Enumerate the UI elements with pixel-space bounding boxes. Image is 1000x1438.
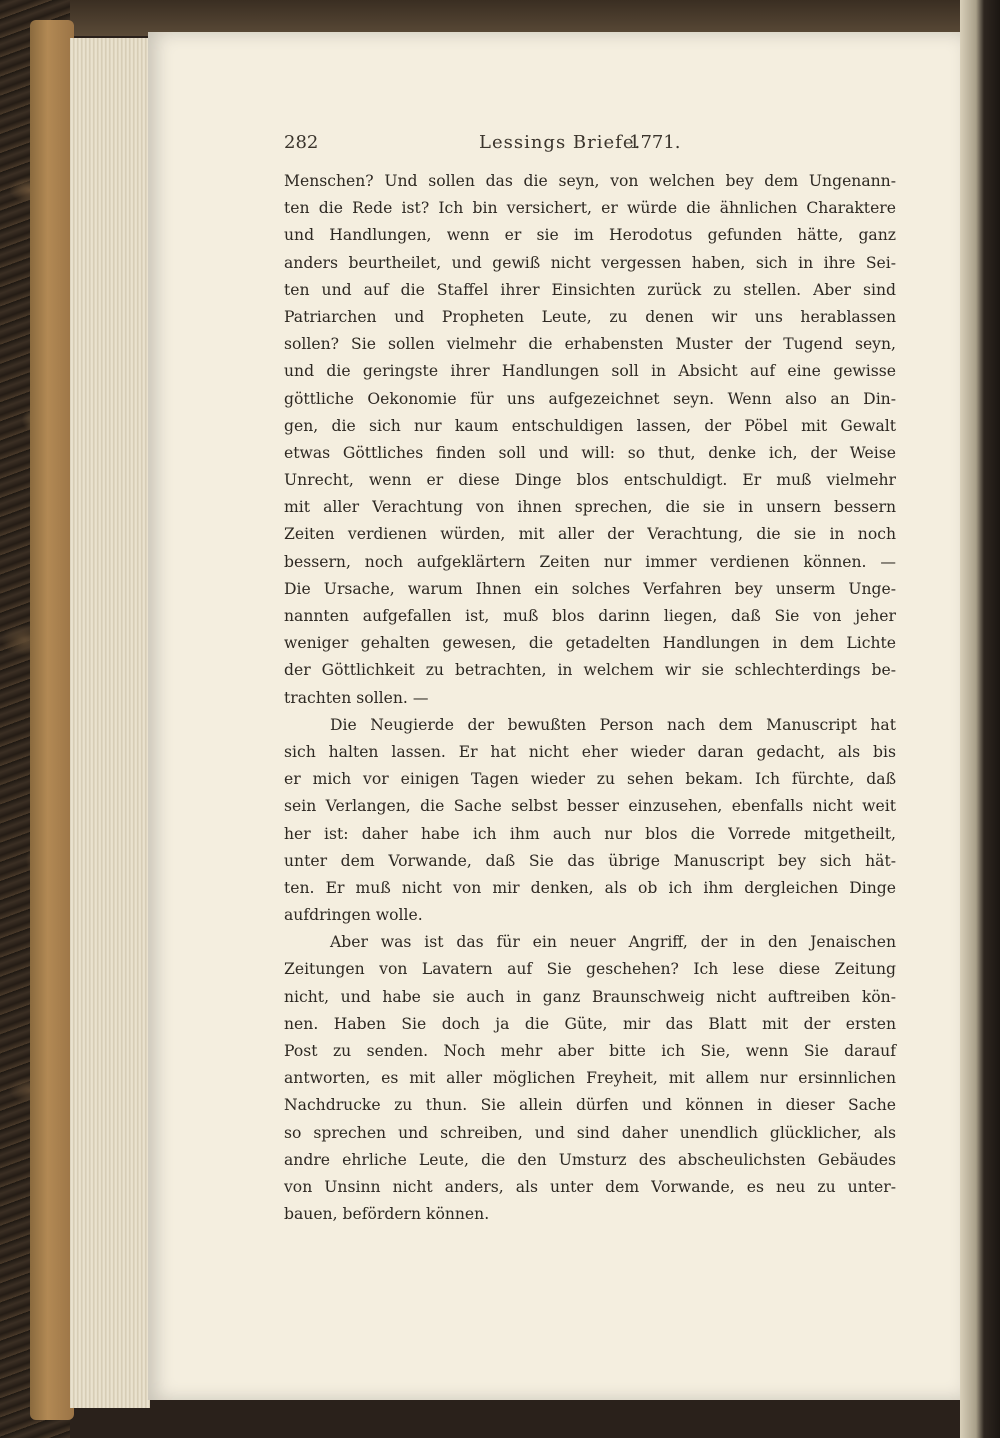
text-line: so sprechen und schreiben, und sind daher unendlich glücklicher, als [284, 1123, 896, 1142]
text-line: nen. Haben Sie doch ja die Güte, mir das Blatt mit der ersten [284, 1014, 896, 1033]
text-line: etwas Göttliches finden soll und will: so thut, denke ich, der Weise [284, 443, 896, 462]
text-line: Nachdrucke zu thun. Sie allein dürfen und können in dieser Sache [284, 1096, 896, 1115]
text-line: bauen, befördern können. [284, 1205, 490, 1224]
text-line: Unrecht, wenn er diese Dinge blos entschuldigt. Er muß vielmehr [284, 471, 896, 490]
text-line: nannten aufgefallen ist, muß blos darinn liegen, daß Sie von jeher [284, 607, 896, 625]
book-right-edge [960, 0, 1000, 1438]
text-line: von Unsinn nicht anders, als unter dem Vorwande, es neu zu unter- [284, 1177, 896, 1196]
text-line: ten und auf die Staffel ihrer Einsichten zurück zu stellen. Aber sind [284, 280, 896, 299]
text-line: und Handlungen, wenn er sie im Herodotus gefunden hätte, ganz [284, 226, 896, 245]
text-line: andre ehrliche Leute, die den Umsturz des abscheulichsten Gebäudes [284, 1150, 896, 1169]
text-line: Post zu senden. Noch mehr aber bitte ich Sie, wenn Sie darauf [284, 1042, 896, 1060]
text-line: gen, die sich nur kaum entschuldigen lassen, der Pöbel mit Gewalt [284, 416, 896, 435]
text-line: anders beurtheilet, und gewiß nicht vergessen haben, sich in ihre Sei- [284, 253, 896, 272]
book-top-edge [0, 0, 1000, 36]
text-line: trachten sollen. — [284, 688, 429, 707]
text-line: Zeitungen von Lavatern auf Sie geschehen? Ich lese diese Zeitung [284, 960, 896, 979]
text-line: der Göttlichkeit zu betrachten, in welchem wir sie schlechterdings be- [284, 661, 896, 680]
text-line: mit aller Verachtung von ihnen sprechen, die sie in unsern bessern [284, 498, 896, 517]
text-line: her ist: daher habe ich ihm auch nur blos die Vorrede mitgetheilt, [284, 824, 896, 843]
text-line: Zeiten verdienen würden, mit aller der Verachtung, die sie in noch [284, 525, 896, 544]
text-line: weniger gehalten gewesen, die getadelten Handlungen in dem Lichte [284, 634, 896, 653]
text-line: bessern, noch aufgeklärtern Zeiten nur immer verdienen können. — [284, 552, 896, 571]
page-stack [70, 38, 150, 1408]
running-header [284, 132, 844, 156]
text-line: er mich vor einigen Tagen wieder zu sehen bekam. Ich fürchte, daß [284, 770, 896, 789]
text-line: Die Ursache, warum Ihnen ein solches Verfahren bey unserm Unge- [284, 579, 896, 598]
running-title: Lessings Briefe. [479, 132, 642, 153]
text-line: Die Neugierde der bewußten Person nach dem Manuscript hat [330, 715, 896, 734]
text-line: Aber was ist das für ein neuer Angriff, der in den Jenaischen [330, 933, 896, 952]
page-number: 282 [284, 132, 319, 153]
text-line: Menschen? Und sollen das die seyn, von welchen bey dem Ungenann- [284, 172, 896, 190]
body-text [284, 168, 896, 1228]
text-line: sollen? Sie sollen vielmehr die erhabensten Muster der Tugend seyn, [284, 335, 896, 354]
text-line: göttliche Oekonomie für uns aufgezeichnet seyn. Wenn also an Din- [284, 389, 896, 408]
text-line: und die geringste ihrer Handlungen soll in Absicht auf eine gewisse [284, 362, 896, 381]
cover-leather-edge [30, 20, 74, 1420]
text-line: nicht, und habe sie auch in ganz Braunschweig nicht auftreiben kön- [284, 987, 896, 1006]
text-line: sich halten lassen. Er hat nicht eher wieder daran gedacht, als bis [284, 742, 896, 761]
text-line: ten. Er muß nicht von mir denken, als ob ich ihm dergleichen Dinge [284, 878, 896, 897]
text-line: Patriarchen und Propheten Leute, zu denen wir uns herablassen [284, 307, 896, 326]
text-line: sein Verlangen, die Sache selbst besser einzusehen, ebenfalls nicht weit [284, 797, 896, 816]
text-line: unter dem Vorwande, daß Sie das übrige Manuscript bey sich hät- [284, 851, 896, 870]
text-line: antworten, es mit aller möglichen Freyheit, mit allem nur ersinnlichen [284, 1069, 896, 1088]
text-line: aufdringen wolle. [284, 906, 423, 925]
header-year: 1771. [629, 132, 681, 153]
text-line: ten die Rede ist? Ich bin versichert, er würde die ähnlichen Charaktere [284, 199, 896, 218]
book-page [148, 32, 960, 1400]
